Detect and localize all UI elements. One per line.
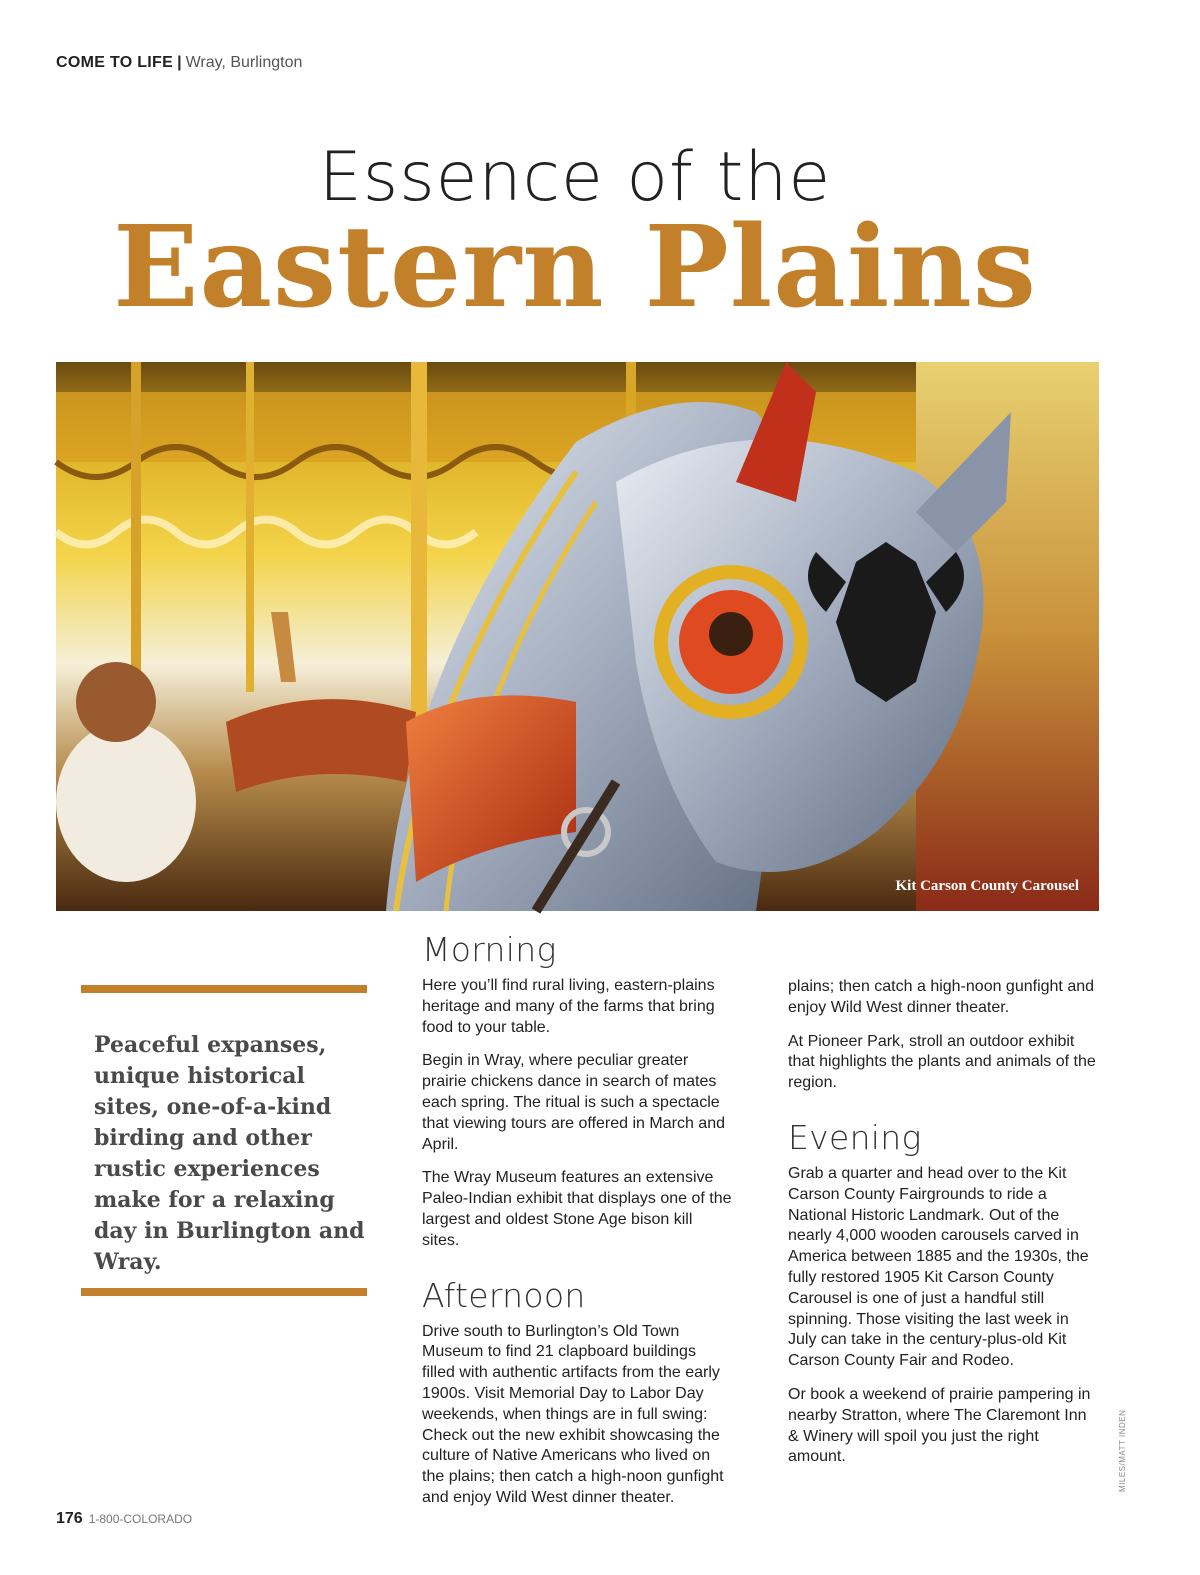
afternoon-heading: Afternoon	[422, 1275, 586, 1315]
page-number: 176	[56, 1510, 83, 1527]
afternoon-paragraph-1-continued: plains; then catch a high-noon gunfight and enjoy Wild West dinner theater.	[788, 978, 1095, 1016]
header-separator: |	[177, 54, 182, 71]
photo-credit: MILES/MATT INDEN	[1118, 1409, 1127, 1492]
evening-heading: Evening	[788, 1117, 922, 1157]
pull-quote-rule-top	[81, 985, 367, 993]
photo-caption: Kit Carson County Carousel	[895, 878, 1079, 894]
article-column-2	[788, 977, 1098, 1481]
section-label: COME TO LIFE	[56, 54, 174, 71]
article-column-1	[422, 930, 732, 1506]
morning-paragraph-1: Here you’ll find rural living, eastern-plains heritage and many of the farms that bring food to your table.	[422, 977, 715, 1036]
footer-phone: 1-800-COLORADO	[88, 1512, 193, 1526]
afternoon-paragraph-2: At Pioneer Park, stroll an outdoor exhibit that highlights the plants and animals of the region.	[788, 1032, 1096, 1092]
title-line-1: Essence of the	[318, 138, 832, 217]
header-place: Wray, Burlington	[185, 54, 303, 71]
evening-paragraph-1: Grab a quarter and head over to the Kit Carson County Fairgrounds to ride a National Historic Landmark. Out of the nearly 4,000 wooden carousels carved in America between 1885 and the 1930s, the fully restored 1905 Kit Carson County Carousel is one of just a handful still spinning. Those visiting the last week in July can take in the century-plus-old Kit Carson County Fair and Rodeo.	[788, 1164, 1089, 1370]
carousel-horse-illustration	[56, 362, 1099, 911]
title-line-2: Eastern Plains	[113, 202, 1037, 333]
morning-paragraph-3: The Wray Museum features an extensive Paleo-Indian exhibit that displays one of the largest and oldest Stone Age bison kill sites.	[422, 1169, 732, 1249]
evening-paragraph-2: Or book a weekend of prairie pampering in nearby Stratton, where The Claremont Inn & Winery will spoil you just the right amount.	[788, 1385, 1091, 1466]
morning-heading: Morning	[422, 930, 557, 969]
section-header	[56, 54, 302, 72]
page-footer	[56, 1510, 192, 1528]
afternoon-paragraph-1: Drive south to Burlington’s Old Town Museum to find 21 clapboard buildings filled with authentic artifacts from the early 1900s. Visit Memorial Day to Labor Day weekends, when things are in full swing: Check out the new exhibit showcasing the culture of Native Americans who lived on the plains; then catch a high-noon gunfight and enjoy Wild West dinner theater.	[422, 1322, 724, 1506]
morning-paragraph-2: Begin in Wray, where peculiar greater prairie chickens dance in search of mates each spring. The ritual is such a spectacle that viewing tours are offered in March and April.	[422, 1052, 725, 1153]
carousel-photo	[56, 362, 1099, 911]
pull-quote: Peaceful expanses, unique historical sites, one-of-a-kind birding and other rustic experiences make for a relaxing day in Burlington and Wray.	[94, 1032, 365, 1275]
pull-quote-rule-bottom	[81, 1288, 367, 1296]
